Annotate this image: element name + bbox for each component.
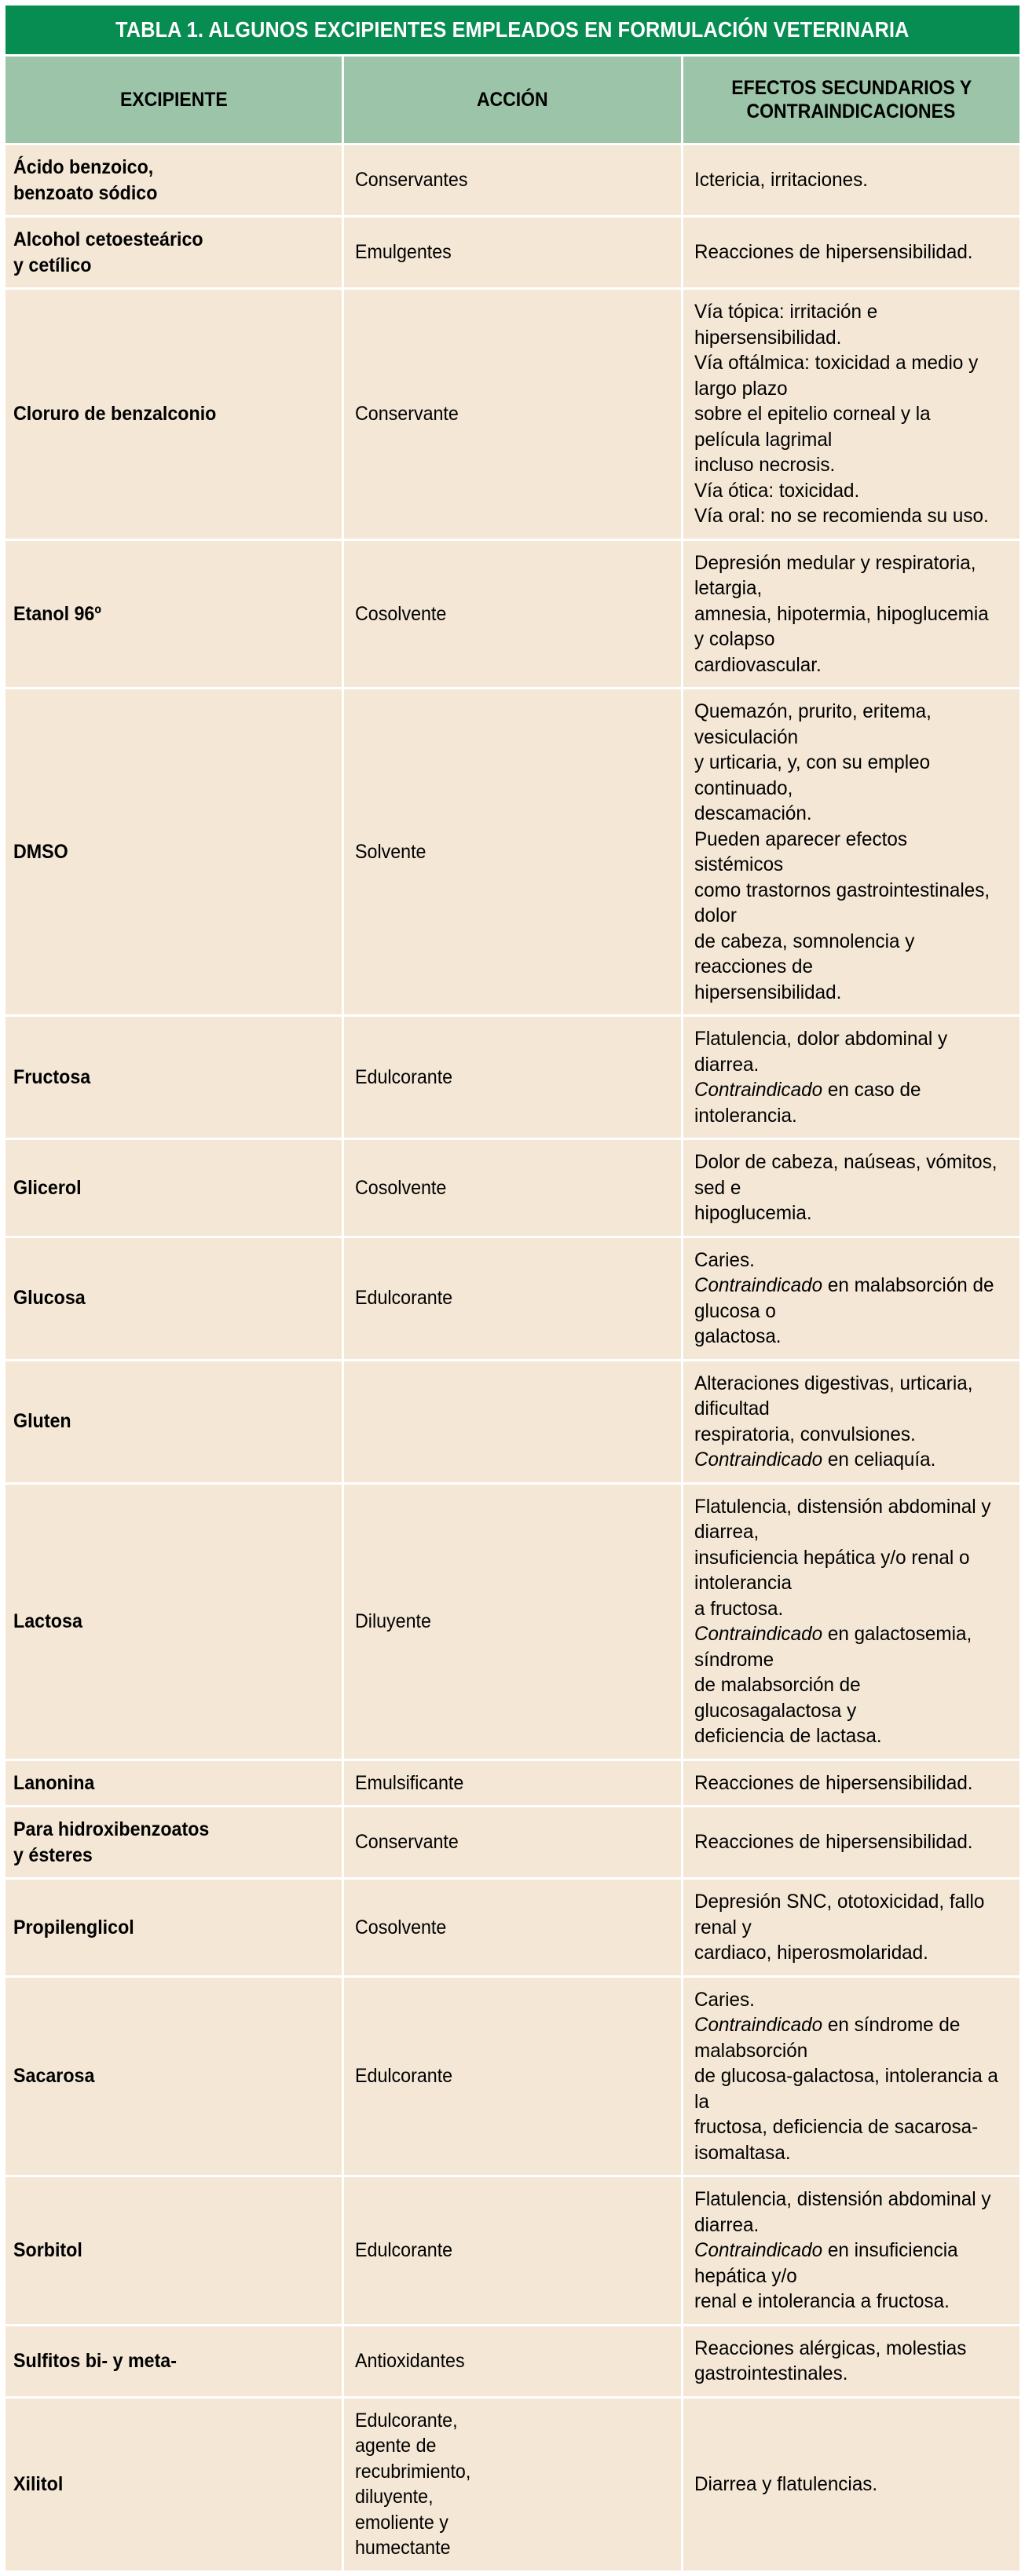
cell-excipiente-text: Para hidroxibenzoatos y ésteres — [13, 1818, 210, 1866]
column-header-accion — [344, 57, 680, 143]
cell-accion — [344, 2399, 680, 2571]
cell-accion-text: Emulgentes — [355, 241, 452, 264]
cell-excipiente — [5, 541, 342, 688]
cell-excipiente-text: Sacarosa — [13, 2065, 95, 2087]
cell-accion-text: Edulcorante — [355, 2239, 453, 2261]
cell-efectos-text: Alteraciones digestivas, urticaria, dificultad respiratoria, convulsiones. Contraindicado en celiaquía. — [694, 1372, 973, 1471]
cell-efectos — [683, 1761, 1020, 1806]
cell-excipiente — [5, 1017, 342, 1138]
table-row — [5, 1017, 1020, 1138]
cell-accion — [344, 1361, 680, 1482]
cell-excipiente-text: DMSO — [13, 840, 68, 863]
cell-accion — [344, 145, 680, 215]
cell-efectos — [683, 1238, 1020, 1359]
cell-excipiente-text: Etanol 96º — [13, 602, 101, 625]
cell-efectos — [683, 2399, 1020, 2571]
cell-excipiente-text: Xilitol — [13, 2472, 64, 2495]
table-row — [5, 2326, 1020, 2396]
cell-efectos — [683, 2177, 1020, 2324]
cell-accion-text: Diluyente — [355, 1610, 432, 1632]
cell-accion-text: Edulcorante, agente de recubrimiento, diluyente, emoliente y humectante — [355, 2409, 471, 2559]
cell-excipiente — [5, 1880, 342, 1975]
table-row — [5, 1761, 1020, 1806]
cell-excipiente-text: Fructosa — [13, 1065, 91, 1088]
cell-efectos-text: Vía tópica: irritación e hipersensibilidad. Vía oftálmica: toxicidad a medio y largo plazo sobre el epitelio corneal y la película lagrimal incluso necrosis. Vía ótica: toxicidad. Vía oral: no se recomienda su uso. — [694, 301, 989, 527]
column-header-excipiente-label: EXCIPIENTE — [119, 88, 228, 111]
cell-excipiente — [5, 290, 342, 539]
cell-excipiente-text: Glicerol — [13, 1176, 82, 1199]
excipients-table — [3, 3, 1022, 2573]
cell-accion — [344, 1238, 680, 1359]
cell-efectos — [683, 2326, 1020, 2396]
cell-excipiente — [5, 217, 342, 287]
cell-excipiente — [5, 2326, 342, 2396]
cell-accion — [344, 541, 680, 688]
cell-excipiente — [5, 2399, 342, 2571]
cell-efectos-text: Flatulencia, dolor abdominal y diarrea. Contraindicado en caso de intolerancia. — [694, 1028, 947, 1127]
cell-accion — [344, 1978, 680, 2176]
cell-efectos — [683, 1017, 1020, 1138]
cell-accion — [344, 1761, 680, 1806]
cell-efectos — [683, 217, 1020, 287]
cell-efectos — [683, 689, 1020, 1014]
cell-efectos-text: Depresión SNC, ototoxicidad, fallo renal y cardiaco, hiperosmolaridad. — [694, 1891, 984, 1964]
cell-efectos-text: Diarrea y flatulencias. — [694, 2472, 877, 2495]
cell-excipiente — [5, 1361, 342, 1482]
cell-accion-text: Cosolvente — [355, 602, 447, 625]
cell-accion — [344, 1017, 680, 1138]
cell-efectos-text: Caries. Contraindicado en síndrome de malabsorción de glucosa-galactosa, intolerancia a la fructosa, deficiencia de sacarosa-isomaltasa. — [694, 1988, 998, 2164]
column-header-row — [5, 57, 1020, 143]
cell-excipiente-text: Lanonina — [13, 1771, 95, 1794]
cell-accion — [344, 1807, 680, 1877]
cell-accion-text: Cosolvente — [355, 1176, 447, 1199]
cell-accion — [344, 217, 680, 287]
cell-efectos — [683, 145, 1020, 215]
table-row — [5, 2399, 1020, 2571]
cell-excipiente-text: Sulfitos bi- y meta- — [13, 2349, 177, 2372]
cell-excipiente — [5, 1485, 342, 1759]
cell-accion — [344, 2326, 680, 2396]
cell-excipiente-text: Lactosa — [13, 1610, 82, 1632]
column-header-efectos-line2: CONTRAINDICACIONES — [746, 100, 956, 122]
cell-accion — [344, 689, 680, 1014]
cell-efectos-text: Caries. Contraindicado en malabsorción de glucosa o galactosa. — [694, 1248, 994, 1347]
cell-excipiente — [5, 689, 342, 1014]
table-row — [5, 290, 1020, 539]
cell-excipiente-text: Ácido benzoico, benzoato sódico — [13, 156, 158, 204]
cell-efectos — [683, 290, 1020, 539]
cell-efectos — [683, 1140, 1020, 1236]
cell-excipiente — [5, 1807, 342, 1877]
cell-efectos — [683, 1807, 1020, 1877]
cell-accion-text: Emulsificante — [355, 1771, 464, 1794]
cell-accion-text: Conservantes — [355, 169, 468, 192]
table-row — [5, 1807, 1020, 1877]
column-header-efectos-line1: EFECTOS SECUNDARIOS Y — [730, 76, 972, 99]
cell-efectos-text: Reacciones alérgicas, molestias gastrointestinales. — [694, 2337, 967, 2384]
cell-efectos — [683, 1485, 1020, 1759]
cell-excipiente — [5, 1761, 342, 1806]
cell-excipiente-text: Alcohol cetoesteárico y cetílico — [13, 228, 203, 276]
table-row — [5, 2177, 1020, 2324]
cell-accion-text: Edulcorante — [355, 2065, 453, 2087]
cell-efectos-text: Flatulencia, distensión abdominal y diarrea. Contraindicado en insuficiencia hepática y/o renal e intolerancia a fructosa. — [694, 2188, 991, 2312]
cell-excipiente — [5, 1978, 342, 2176]
cell-efectos-text: Dolor de cabeza, naúseas, vómitos, sed e hipoglucemia. — [694, 1151, 998, 1224]
table-row — [5, 1140, 1020, 1236]
cell-efectos-text: Reacciones de hipersensibilidad. — [694, 241, 973, 264]
cell-accion — [344, 1485, 680, 1759]
cell-excipiente-text: Cloruro de benzalconio — [13, 403, 217, 425]
cell-accion — [344, 1140, 680, 1236]
table-row — [5, 145, 1020, 215]
cell-efectos — [683, 541, 1020, 688]
table-title — [5, 5, 1020, 54]
cell-accion-text: Edulcorante — [355, 1065, 453, 1088]
table-row — [5, 1238, 1020, 1359]
title-row — [5, 5, 1020, 54]
cell-accion — [344, 290, 680, 539]
cell-efectos-text: Quemazón, prurito, eritema, vesiculación y urticaria, y, con su empleo continuado, descamación. Pueden aparecer efectos sistémicos como trastornos gastrointestinales, dolor de cabeza, somnolencia y reacciones de hipersensibilidad. — [694, 700, 990, 1003]
cell-accion-text: Antioxidantes — [355, 2349, 465, 2372]
cell-excipiente-text: Glucosa — [13, 1287, 86, 1310]
cell-accion-text: Solvente — [355, 840, 426, 863]
cell-excipiente-text: Gluten — [13, 1410, 71, 1433]
cell-accion — [344, 1880, 680, 1975]
table-row — [5, 1880, 1020, 1975]
table-head — [5, 5, 1020, 143]
cell-efectos — [683, 1361, 1020, 1482]
cell-excipiente — [5, 2177, 342, 2324]
table-row — [5, 1978, 1020, 2176]
cell-accion-text: Cosolvente — [355, 1916, 447, 1938]
column-header-accion-label: ACCIÓN — [477, 88, 548, 111]
table-row — [5, 1361, 1020, 1482]
table-row — [5, 689, 1020, 1014]
cell-efectos-text: Flatulencia, distensión abdominal y diarrea, insuficiencia hepática y/o renal o intolerancia a fructosa. Contraindicado en galactosemia, síndrome de malabsorción de glucosagalactosa y deficiencia de lactasa. — [694, 1495, 991, 1747]
cell-excipiente-text: Propilenglicol — [13, 1916, 134, 1938]
cell-efectos-text: Depresión medular y respiratoria, letargia, amnesia, hipotermia, hipoglucemia y colapso cardiovascular. — [694, 551, 989, 676]
cell-accion-text: Edulcorante — [355, 1287, 453, 1310]
cell-accion-text: Conservante — [355, 403, 459, 425]
table-body — [5, 145, 1020, 2571]
cell-efectos-text: Reacciones de hipersensibilidad. — [694, 1771, 973, 1794]
column-header-efectos — [683, 57, 1020, 143]
cell-efectos — [683, 1978, 1020, 2176]
cell-excipiente — [5, 1140, 342, 1236]
cell-efectos — [683, 1880, 1020, 1975]
cell-excipiente-text: Sorbitol — [13, 2239, 82, 2261]
column-header-excipiente — [5, 57, 342, 143]
cell-efectos-text: Ictericia, irritaciones. — [694, 169, 868, 192]
cell-accion-text: Conservante — [355, 1831, 459, 1854]
table-row — [5, 217, 1020, 287]
cell-excipiente — [5, 145, 342, 215]
cell-efectos-text: Reacciones de hipersensibilidad. — [694, 1831, 973, 1854]
cell-excipiente — [5, 1238, 342, 1359]
table-row — [5, 1485, 1020, 1759]
table-title-text: TABLA 1. ALGUNOS EXCIPIENTES EMPLEADOS EN FORMULACIÓN VETERINARIA — [115, 17, 910, 42]
cell-accion — [344, 2177, 680, 2324]
table-row — [5, 541, 1020, 688]
